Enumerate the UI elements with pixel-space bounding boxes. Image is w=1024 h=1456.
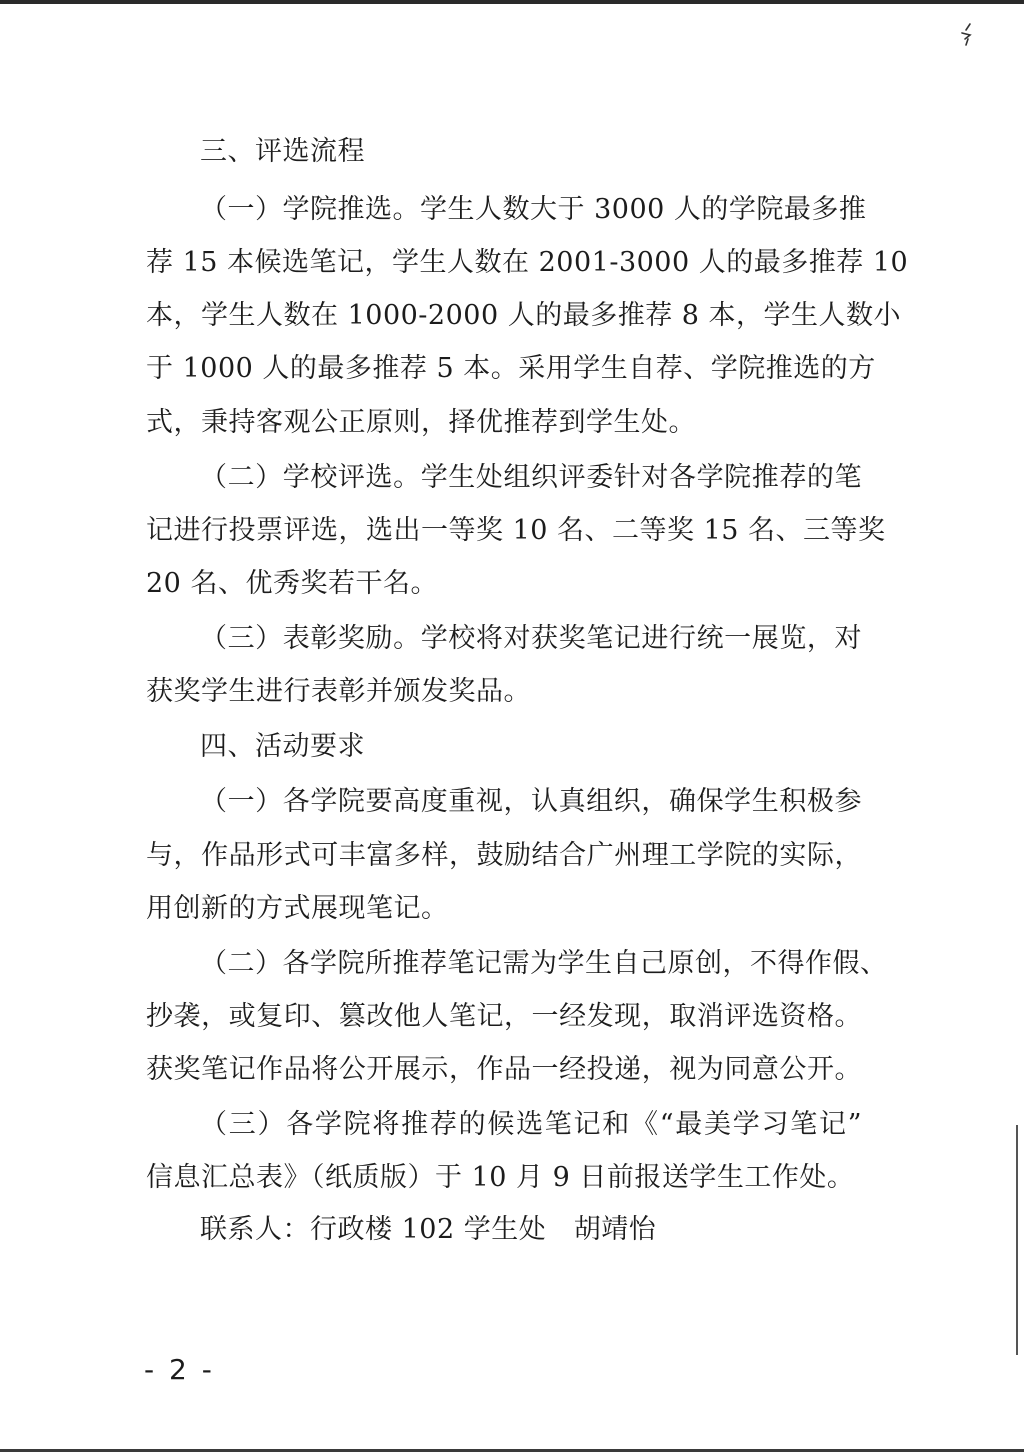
section-heading-activity-requirements: 四、活动要求 — [200, 731, 365, 762]
contact-line: 联系人：行政楼 102 学生处 胡靖怡 — [200, 1214, 657, 1245]
paragraph-line: 于 1000 人的最多推荐 5 本。采用学生自荐、学院推选的方 — [146, 353, 876, 384]
paragraph-line: （二）各学院所推荐笔记需为学生自己原创，不得作假、 — [200, 948, 888, 979]
paragraph-line: 记进行投票评选，选出一等奖 10 名、二等奖 15 名、三等奖 — [146, 515, 886, 546]
paragraph-line: （一）学院推选。学生人数大于 3000 人的学院最多推 — [200, 194, 867, 225]
paragraph-line: （二）学校评选。学生处组织评委针对各学院推荐的笔 — [200, 462, 862, 493]
paragraph-line: 用创新的方式展现笔记。 — [146, 893, 449, 924]
paragraph-line: 获奖学生进行表彰并颁发奖品。 — [146, 676, 531, 707]
section-heading-evaluation-process: 三、评选流程 — [200, 136, 365, 167]
paragraph-line: 本，学生人数在 1000-2000 人的最多推荐 8 本，学生人数小 — [146, 300, 902, 331]
page-number: - 2 - — [144, 1353, 215, 1386]
paragraph-line: （三）各学院将推荐的候选笔记和《“最美学习笔记” — [200, 1109, 862, 1140]
paragraph-line: （一）各学院要高度重视，认真组织，确保学生积极参 — [200, 786, 862, 817]
paragraph-line: 获奖笔记作品将公开展示，作品一经投递，视为同意公开。 — [146, 1054, 862, 1085]
paragraph-line: 荐 15 本候选笔记，学生人数在 2001-3000 人的最多推荐 10 — [146, 247, 909, 278]
paragraph-line: 抄袭，或复印、篡改他人笔记，一经发现，取消评选资格。 — [146, 1001, 862, 1032]
paragraph-line: 信息汇总表》（纸质版）于 10 月 9 日前报送学生工作处。 — [146, 1162, 855, 1193]
paragraph-line: 式，秉持客观公正原则，择优推荐到学生处。 — [146, 407, 696, 438]
paragraph-line: （三）表彰奖励。学校将对获奖笔记进行统一展览，对 — [200, 623, 862, 654]
paragraph-line: 20 名、优秀奖若干名。 — [146, 568, 438, 599]
paragraph-line: 与，作品形式可丰富多样，鼓励结合广州理工学院的实际， — [146, 840, 862, 871]
